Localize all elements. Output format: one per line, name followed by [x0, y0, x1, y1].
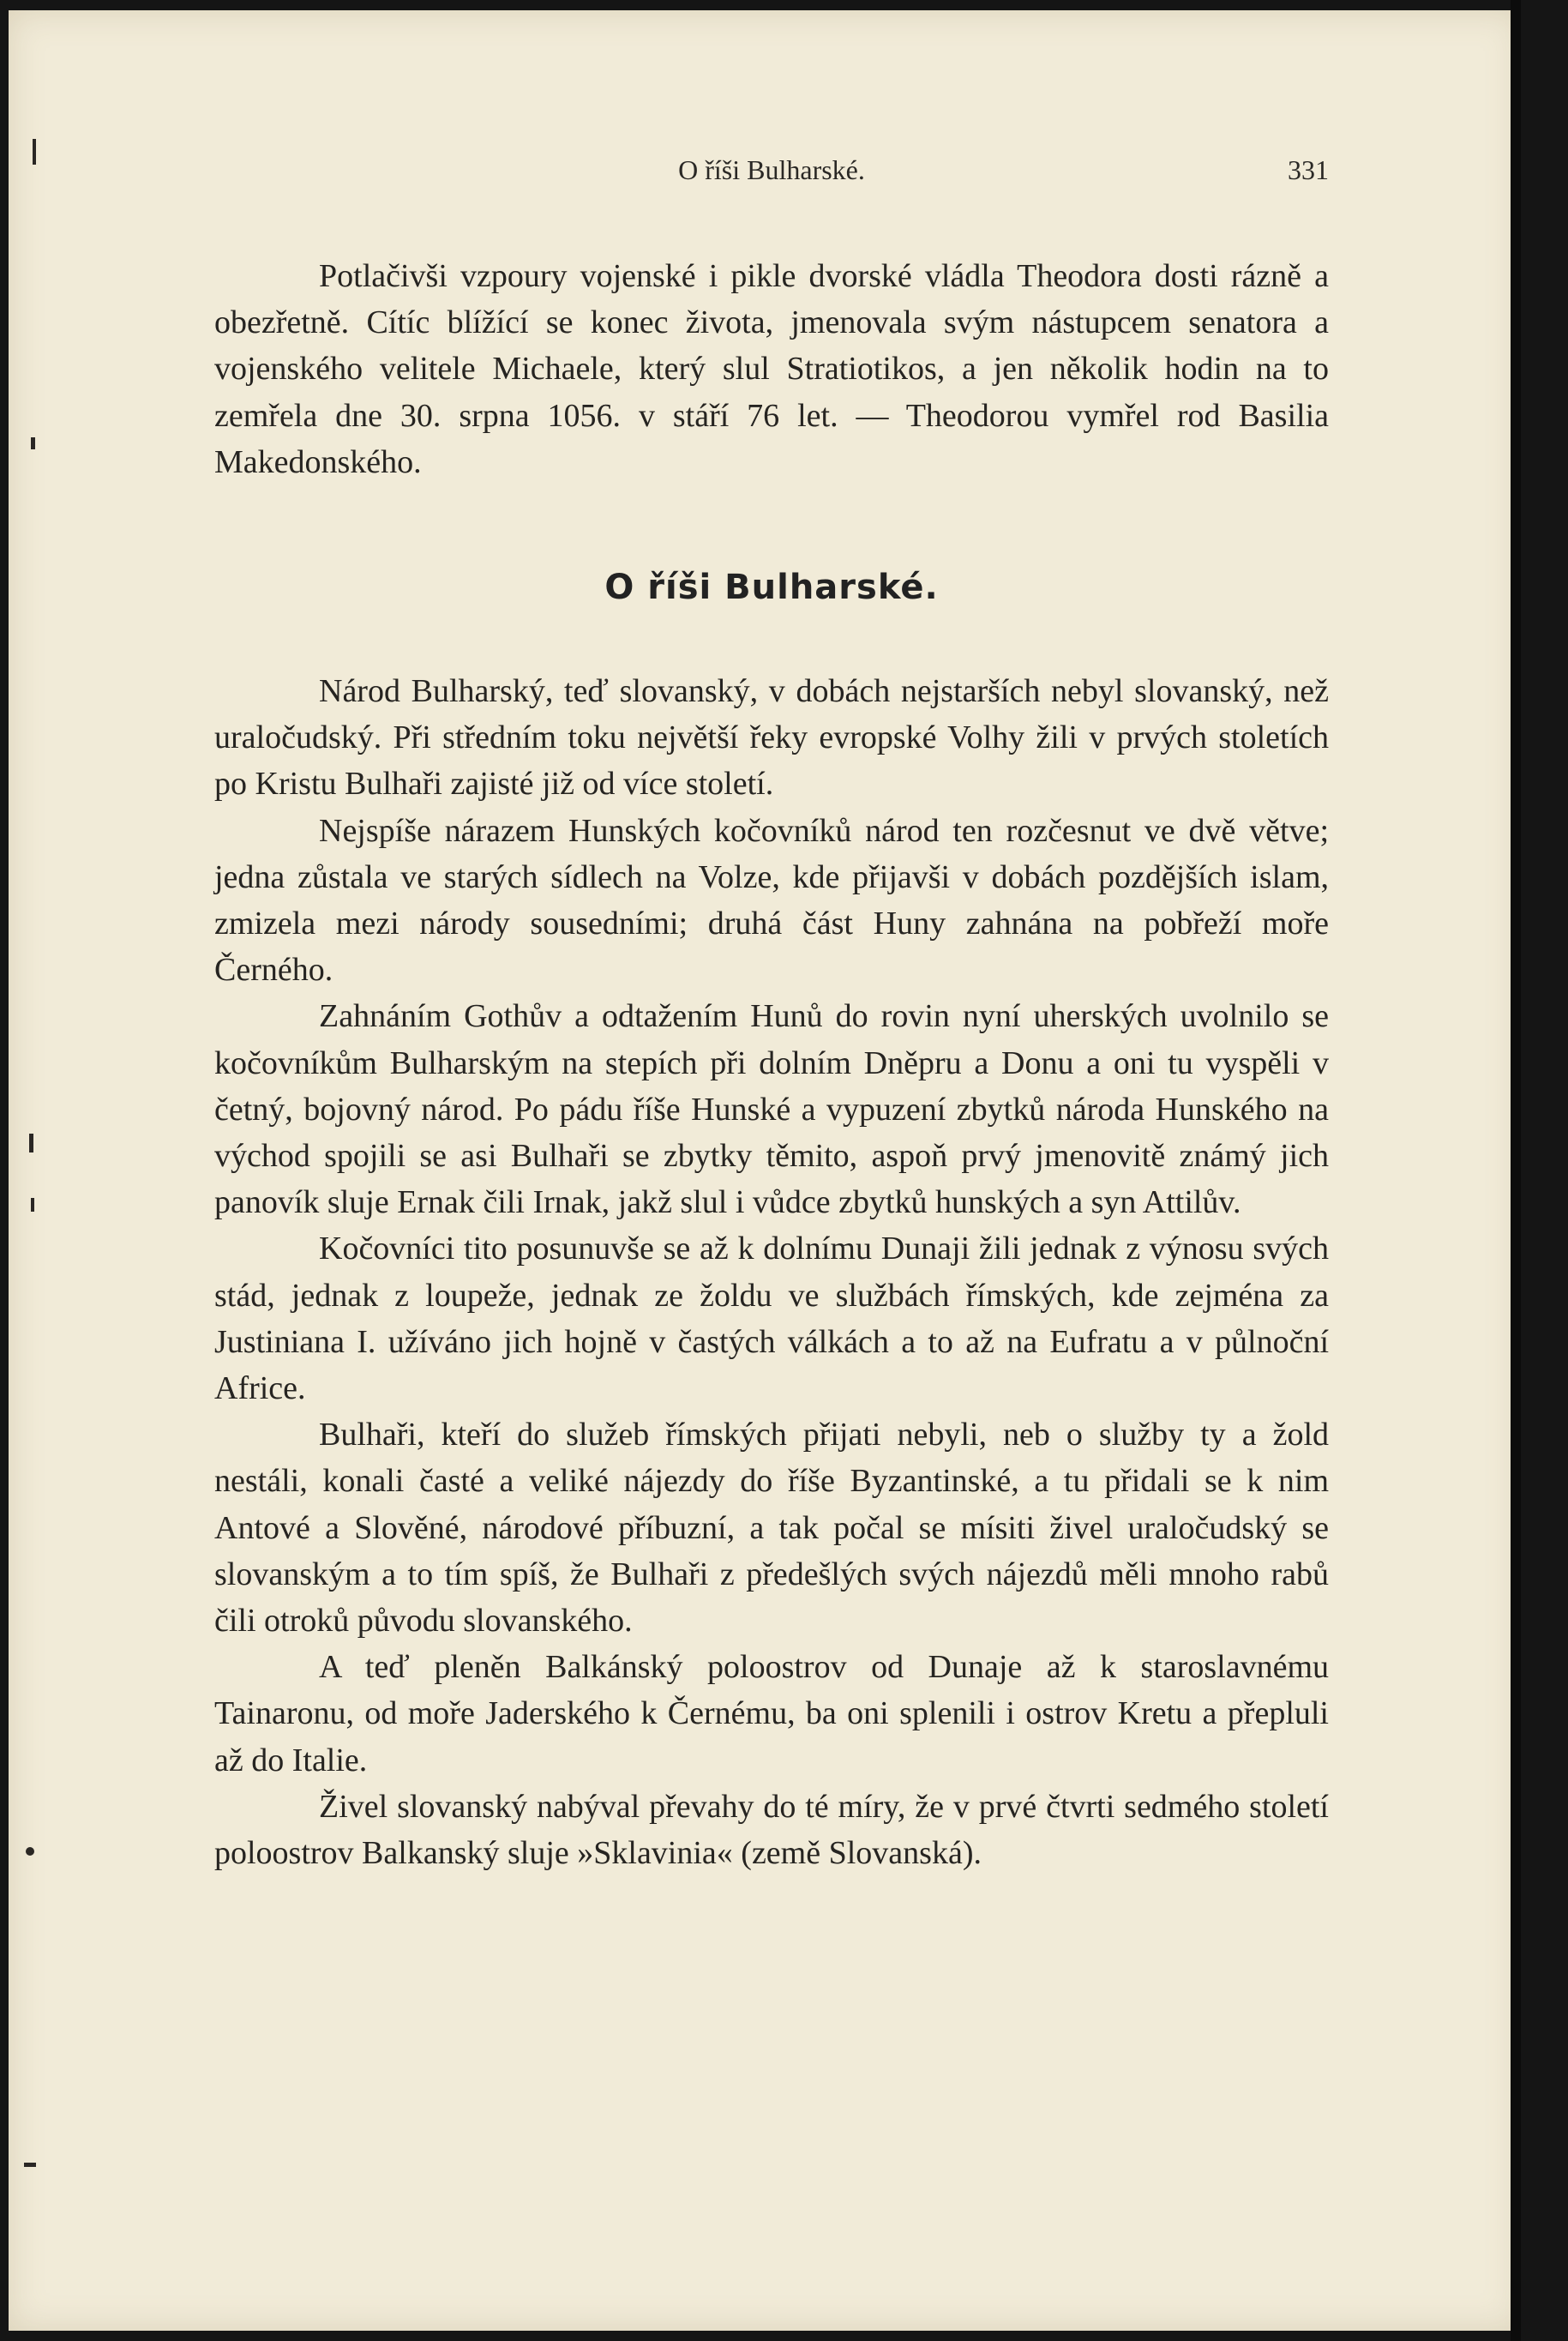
body-paragraph: Bulhaři, kteří do služeb římských přijati nebyli, neb o služby ty a žold nestáli, konali časté a veliké nájezdy do říše Byzantinské, a tu přidali se k nim Antové a Slověné, národové příbuzní, a tak počal se mísiti živel uraločudský se slovanským a to tím spíš, že Bulhaři z předešlých svých nájezdů měli mnoho rabů čili otroků původu slovanského.: [214, 1417, 1329, 1640]
running-head: [214, 154, 1329, 197]
margin-mark: [33, 139, 36, 165]
section-heading: O říši Bulharské.: [604, 568, 939, 607]
body-paragraph: A teď pleněn Balkánský poloostrov od Dunaje až k staroslavnému Tainaronu, od moře Jaderského k Černému, ba oni splenili i ostrov Kretu a přepluli až do Italie.: [214, 1649, 1329, 1778]
section-body: [214, 668, 1329, 1876]
intro-block: [214, 253, 1329, 485]
body-paragraph: Kočovníci tito posunuvše se až k dolnímu Dunaji žili jednak z výnosu svých stád, jednak z loupeže, jednak ze žoldu ve službách římských, kde zejména za Justiniana I. užíváno jich hojně v častých válkách a to až na Eufratu a v půlnoční Africe.: [214, 1231, 1329, 1407]
body-paragraph: Živel slovanský nabýval převahy do té míry, že v prvé čtvrti sedmého století poloostrov Balkanský sluje »Sklavinia« (země Slovanská).: [214, 1788, 1329, 1872]
margin-mark: [26, 1847, 34, 1856]
binding-edge: [1511, 0, 1521, 2341]
page-number: 331: [1288, 154, 1329, 185]
margin-mark: [29, 1134, 33, 1152]
margin-mark: [31, 437, 35, 449]
intro-paragraph: Potlačivši vzpoury vojenské i pikle dvorské vládla Theodora dosti rázně a obezřetně. Cítíc blížící se konec života, jmenovala svým nástupcem senatora a vojenského velitele Michaele, který slul Stratiotikos, a jen několik hodin na to zemřela dne 30. srpna 1056. v stáří 76 let. — Theodorou vymřel rod Basilia Makedonského.: [214, 258, 1329, 480]
margin-mark: [31, 1198, 34, 1212]
margin-mark: [24, 2163, 36, 2167]
running-title: O říši Bulharské.: [678, 154, 865, 185]
body-paragraph: Zahnáním Gothův a odtažením Hunů do rovin nyní uherských uvolnilo se kočovníkům Bulharským na stepích při dolním Dněpru a Donu a oni tu vyspěli v četný, bojovný národ. Po pádu říše Hunské a vypuzení zbytků národa Hunského na východ spojili se asi Bulhaři se zbytky těmito, aspoň prvý jmenovitě známý jich panovík sluje Ernak čili Irnak, jakž slul i vůdce zbytků hunských a syn Attilův.: [214, 998, 1329, 1221]
body-paragraph: Národ Bulharský, teď slovanský, v dobách nejstarších nebyl slovanský, než uraločudský. Při středním toku největší řeky evropské Volhy žili v prvých stoletích po Kristu Bulhaři zajisté již od více století.: [214, 673, 1329, 803]
body-paragraph: Nejspíše nárazem Hunských kočovníků národ ten rozčesnut ve dvě větve; jedna zůstala ve starých sídlech na Volze, kde přijavši v dobách pozdějších islam, zmizela mezi národy sousedními; druhá část Huny zahnána na pobřeží moře Černého.: [214, 812, 1329, 989]
